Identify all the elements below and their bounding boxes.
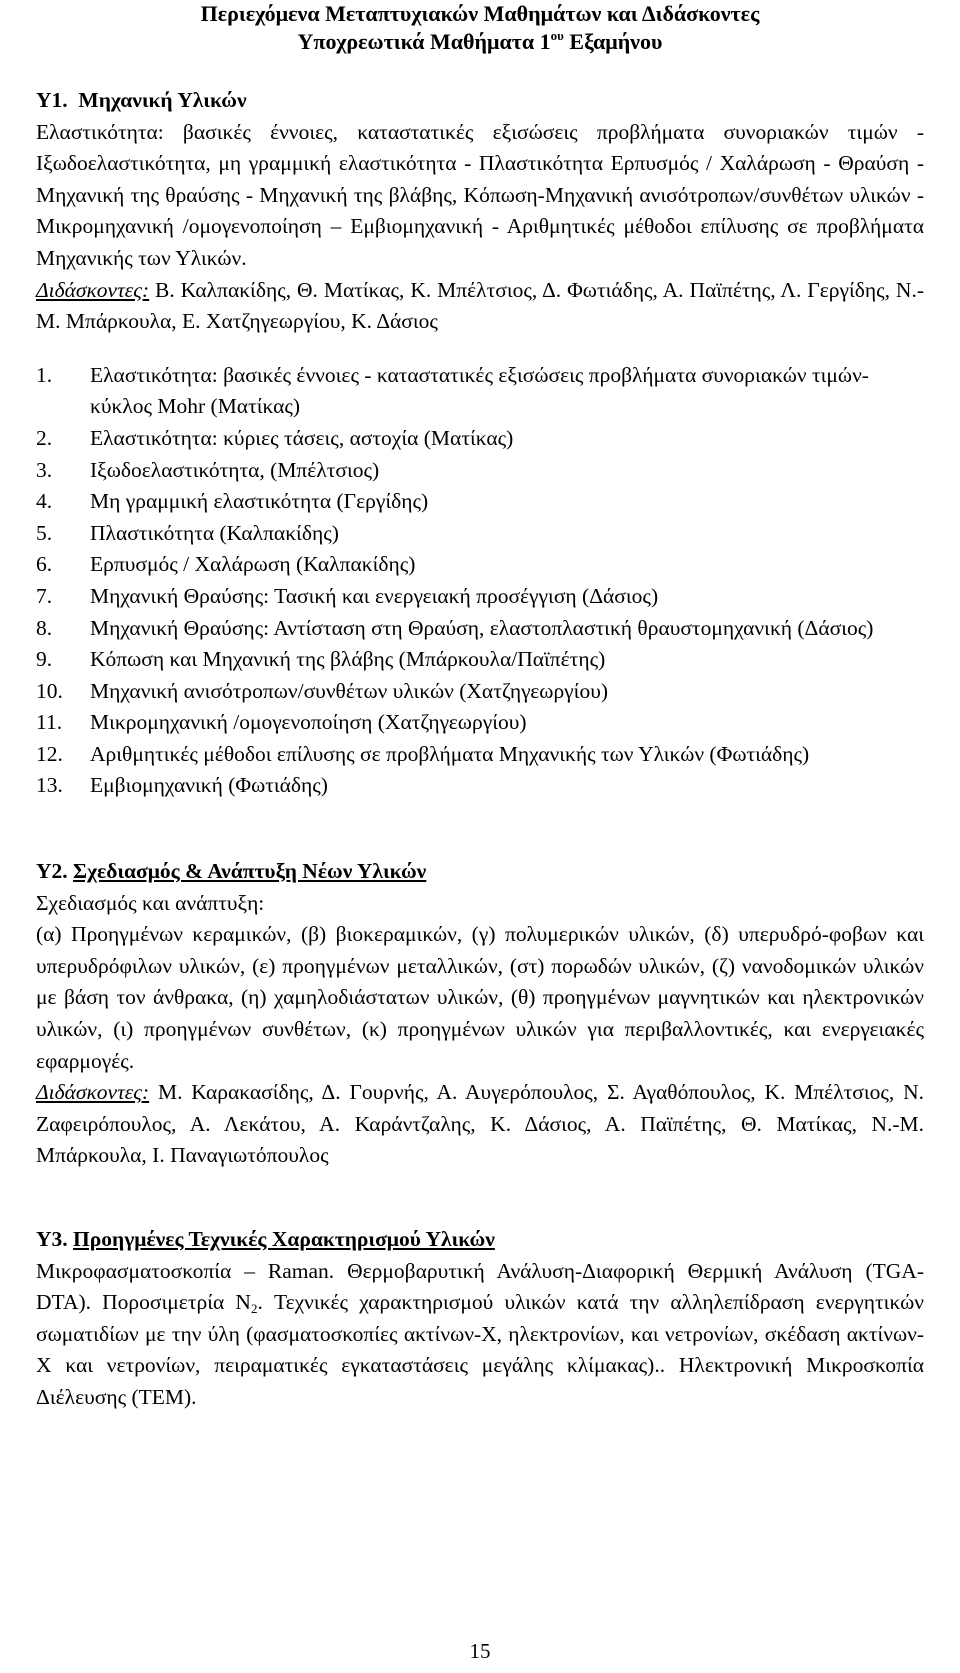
list-item bbox=[36, 581, 924, 613]
document-page bbox=[36, 0, 924, 1414]
item-text: Αριθμητικές μέθοδοι επίλυσης σε προβλήματα Μηχανικής των Υλικών (Φωτιάδης) bbox=[90, 741, 810, 766]
item-number: 6. bbox=[36, 552, 53, 577]
course-title bbox=[36, 1224, 924, 1256]
course-description: (α) Προηγμένων κεραμικών, (β) βιοκεραμικών, (γ) πολυμερικών υλικών, (δ) υπερυδρό-φοβων και υπερυδρόφιλων υλικών, (ε) προηγμένων μεταλλικών, (στ) πορωδών υλικών, (ζ) νανοδομικών υλικών με βάση τον άνθρακα, (η) χαμηλοδιάστατων υλικών, (θ) προηγμένων μαγνητικών και ηλεκτρονικών υλικών, (ι) προηγμένων συνθέτων, (κ) προηγμένων υλικών για περιβαλλοντικές, και ενεργειακές εφαρμογές. bbox=[36, 922, 924, 1073]
instructors-list: Μ. Καρακασίδης, Δ. Γουρνής, Α. Αυγερόπουλος, Σ. Αγαθόπουλος, Κ. Μπέλτσιος, Ν. Ζαφειρόπουλος, Α. Λεκάτου, Α. Καράντζαλης, Κ. Δάσιος, Α. Παϊπέτης, Θ. Ματίκας, Ν.-Μ. Μπάρκουλα, Ι. Παναγιωτόπουλος bbox=[36, 1080, 924, 1168]
item-text: Μηχανική Θραύσης: Αντίσταση στη Θραύση, ελαστοπλαστική θραυστομηχανική (Δάσιος) bbox=[90, 615, 874, 640]
course-intro: Σχεδιασμός και ανάπτυξη: bbox=[36, 890, 265, 915]
page-header bbox=[36, 0, 924, 56]
list-item bbox=[36, 518, 924, 550]
item-number: 1. bbox=[36, 362, 53, 387]
item-number: 2. bbox=[36, 425, 53, 450]
description-text: Μικροφασματοσκοπία – Raman. Θερμοβαρυτική Ανάλυση-Διαφορική Θερμική Ανάλυση (TGA-DTA). Πoροσιμετρία N bbox=[36, 1258, 924, 1315]
instructors-label: Διδάσκοντες: bbox=[36, 1080, 150, 1105]
instructors-list: Β. Καλπακίδης, Θ. Ματίκας, Κ. Μπέλτσιος, Δ. Φωτιάδης, Α. Παϊπέτης, Λ. Γεργίδης, Ν.-Μ. Μπάρκουλα, Ε. Χατζηγεωργίου, Κ. Δάσιος bbox=[36, 277, 924, 334]
instructors-label: Διδάσκοντες: bbox=[36, 277, 150, 302]
item-number: 12. bbox=[36, 741, 63, 766]
item-text: Ελαστικότητα: βασικές έννοιες - καταστατικές εξισώσεις προβλήματα συνοριακών τιμών-κύκλος Mohr (Ματίκας) bbox=[90, 362, 869, 419]
list-item bbox=[36, 770, 924, 802]
course-title bbox=[36, 85, 924, 117]
item-text: Κόπωση και Μηχανική της βλάβης (Μπάρκουλα/Παϊπέτης) bbox=[90, 647, 606, 672]
course-code: Υ2. bbox=[36, 859, 68, 884]
page-subtitle bbox=[36, 28, 924, 56]
description-text-end: . Τεχνικές χαρακτηρισμού υλικών κατά την αλληλεπίδραση ενεργητικών σωματιδίων με την ύλη (φασματοσκοπίες ακτίνων-Χ, ηλεκτρονίων, και νετρονίων, σκέδαση ακτίνων-Χ και νετρονίων, πειραματικές εγκαταστάσεις μεγάλης κλίμακας).. Ηλεκτρονική Μικροσκοπία Διέλευσης (ΤΕΜ). bbox=[36, 1290, 924, 1409]
item-text: Μηχανική ανισότροπων/συνθέτων υλικών (Χατζηγεωργίου) bbox=[90, 678, 609, 703]
item-number: 4. bbox=[36, 489, 53, 514]
course-name: Μηχανική Υλικών bbox=[78, 88, 247, 112]
item-text: Ιξωδοελαστικότητα, (Μπέλτσιος) bbox=[90, 457, 380, 482]
course-instructors bbox=[36, 275, 924, 338]
course-y3 bbox=[36, 1224, 924, 1414]
page-title: Περιεχόμενα Μεταπτυχιακών Μαθημάτων και Διδάσκοντες bbox=[200, 1, 760, 26]
list-item bbox=[36, 486, 924, 518]
course-name: Σχεδιασμός & Ανάπτυξη Νέων Υλικών bbox=[73, 859, 427, 884]
course-title bbox=[36, 856, 924, 888]
item-number: 5. bbox=[36, 520, 53, 545]
item-text: Ερπυσμός / Χαλάρωση (Καλπακίδης) bbox=[90, 552, 416, 577]
subtitle-text-end: Εξαμήνου bbox=[563, 29, 663, 54]
item-text: Ελαστικότητα: κύριες τάσεις, αστοχία (Ματίκας) bbox=[90, 425, 514, 450]
list-item bbox=[36, 549, 924, 581]
list-item bbox=[36, 423, 924, 455]
item-text: Εμβιομηχανική (Φωτιάδης) bbox=[90, 773, 328, 798]
item-number: 13. bbox=[36, 773, 63, 798]
subtitle-text: Υποχρεωτικά Μαθήματα 1 bbox=[297, 29, 551, 54]
course-instructors bbox=[36, 1077, 924, 1172]
item-text: Πλαστικότητα (Καλπακίδης) bbox=[90, 520, 339, 545]
list-item bbox=[36, 676, 924, 708]
item-number: 10. bbox=[36, 678, 63, 703]
list-item bbox=[36, 707, 924, 739]
list-item bbox=[36, 739, 924, 771]
course-code: Υ1. bbox=[36, 88, 68, 112]
item-text: Μικρομηχανική /ομογενοποίηση (Χατζηγεωργίου) bbox=[90, 710, 527, 735]
course-code: Υ3. bbox=[36, 1227, 68, 1251]
item-number: 3. bbox=[36, 457, 53, 482]
list-item bbox=[36, 644, 924, 676]
list-item bbox=[36, 613, 924, 645]
list-item bbox=[36, 455, 924, 487]
list-item bbox=[36, 360, 924, 423]
course-y2 bbox=[36, 856, 924, 1172]
course-name: Προηγμένες Τεχνικές Χαρακτηρισμού Υλικών bbox=[73, 1227, 495, 1251]
item-number: 9. bbox=[36, 647, 53, 672]
course-y1 bbox=[36, 85, 924, 802]
page-number: 15 bbox=[469, 1639, 491, 1663]
ordinal-suffix: ου bbox=[550, 28, 564, 43]
item-number: 7. bbox=[36, 583, 53, 608]
item-text: Μη γραμμική ελαστικότητα (Γεργίδης) bbox=[90, 489, 429, 514]
item-number: 11. bbox=[36, 710, 63, 735]
course-description bbox=[36, 1256, 924, 1414]
item-text: Μηχανική Θραύσης: Τασική και ενεργειακή προσέγγιση (Δάσιος) bbox=[90, 583, 659, 608]
item-number: 8. bbox=[36, 615, 53, 640]
course-description: Ελαστικότητα: βασικές έννοιες, καταστατικές εξισώσεις προβλήματα συνοριακών τιμών - Ιξωδοελαστικότητα, μη γραμμική ελαστικότητα - Πλαστικότητα Ερπυσμός / Χαλάρωση - Θραύση - Μηχανική της θραύσης - Μηχανική της βλάβης, Κόπωση-Μηχανική ανισότροπων/συνθέτων υλικών - Μικρομηχανική /ομογενοποίηση – Εμβιομηχανική - Αριθμητικές μέθοδοι επίλυσης σε προβλήματα Μηχανικής των Υλικών. bbox=[36, 119, 924, 270]
subscript-2: 2 bbox=[250, 1301, 258, 1317]
topic-list bbox=[36, 360, 924, 802]
